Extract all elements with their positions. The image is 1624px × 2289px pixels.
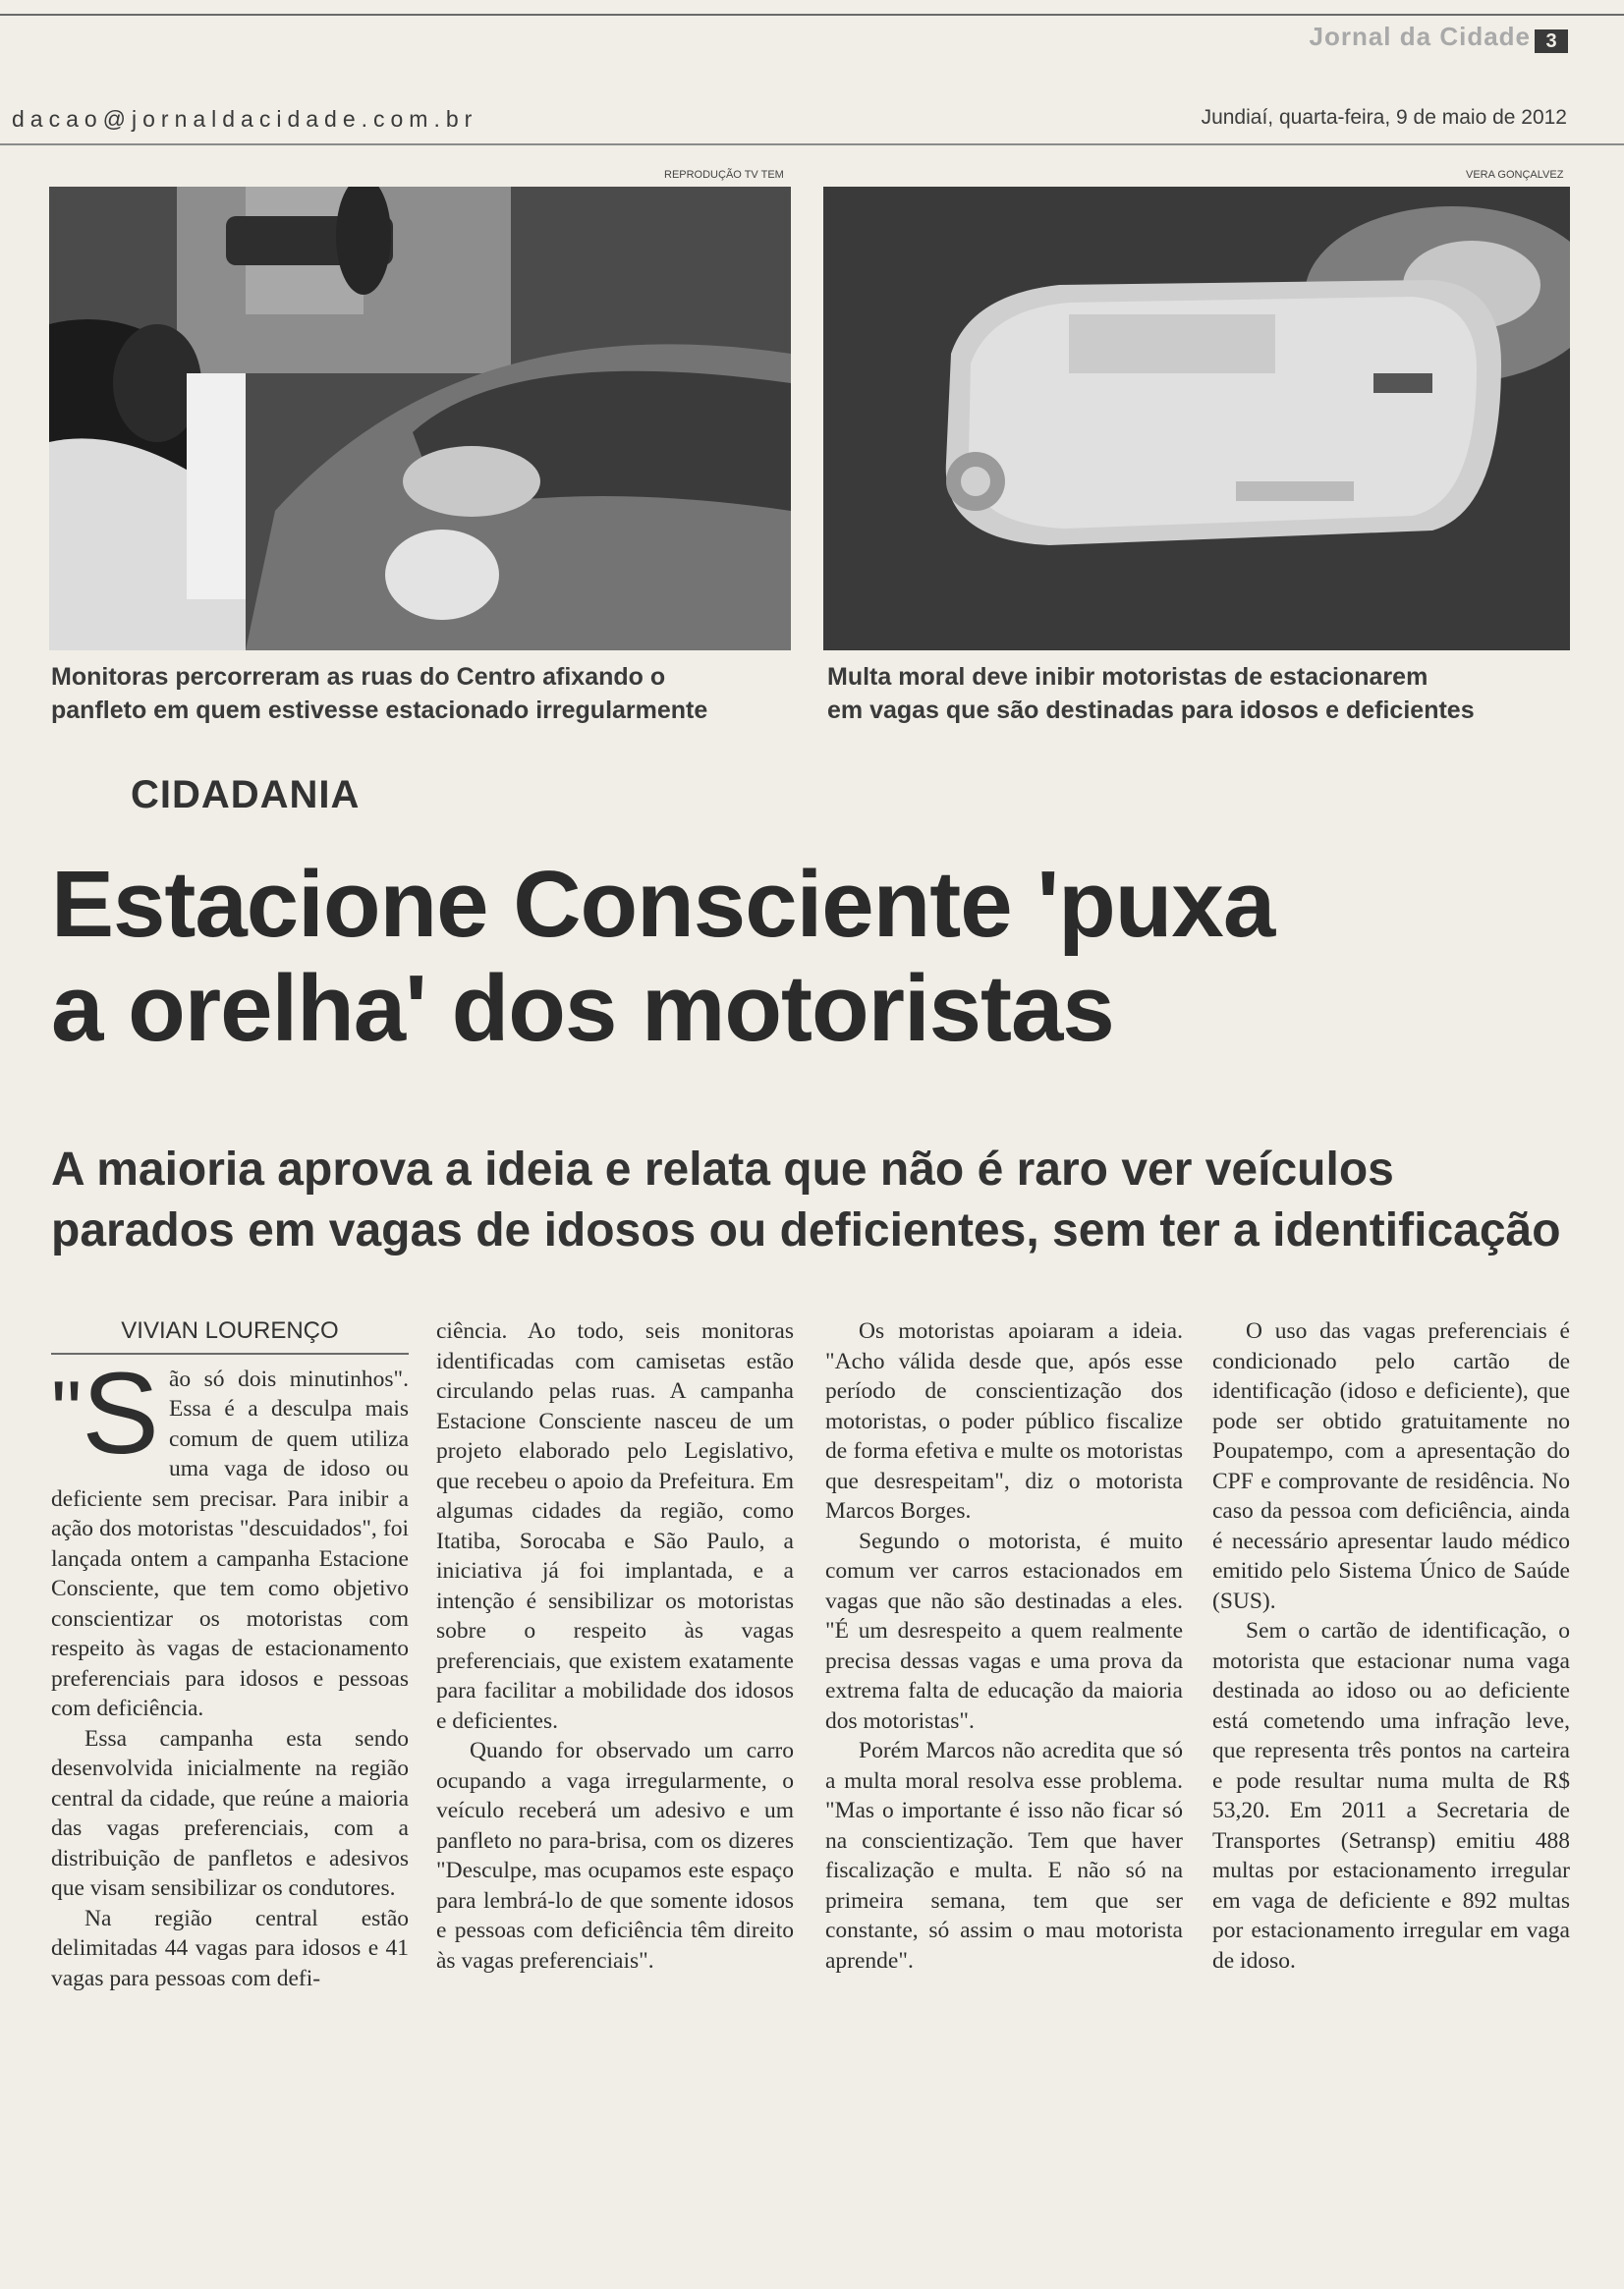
paragraph: Os motoristas apoiaram a ideia. "Acho válida desde que, após esse período de conscientização dos motoristas, o poder público fiscalize de forma efetiva e multe os motoristas que desrespeitam", diz o motorista Marcos Borges. xyxy=(825,1318,1183,1524)
photo-caption xyxy=(51,660,707,727)
paragraph: O uso das vagas preferenciais é condicionado pelo cartão de identificação (idoso e deficiente), que pode ser obtido gratuitamente no Poupatempo, com a apresentação do CPF e comprovante de residência. No caso da pessoa com deficiência, ainda é necessário apresentar laudo médico emitido pelo Sistema Único de Saúde (SUS). xyxy=(1212,1318,1570,1614)
paper-name: Jornal da Cidade xyxy=(1309,22,1531,51)
paragraph: Segundo o motorista, é muito comum ver carros estacionados em vagas que não são destinadas a eles. "É um desrespeito a quem realmente precisa dessas vagas e uma prova da extrema falta de educação da maioria dos motoristas". xyxy=(825,1528,1183,1734)
paragraph: Quando for observado um carro ocupando a vaga irregularmente, o veículo receberá um adesivo e um panfleto no para-brisa, com os dizeres "Desculpe, mas ocupamos este espaço para lembrá-lo de que somente idosos e pessoas com deficiência têm direito às vagas preferenciais". xyxy=(436,1738,794,1974)
paragraph: Na região central estão delimitadas 44 vagas para idosos e 41 vagas para pessoas com defi- xyxy=(51,1905,409,1991)
subheadline xyxy=(51,1140,1584,1261)
caption-line: Monitoras percorreram as ruas do Centro afixando o xyxy=(51,663,666,691)
subheadline-line: A maioria aprova a ideia e relata que não é raro ver veículos xyxy=(51,1144,1394,1196)
paragraph: ciência. Ao todo, seis monitoras identificadas com camisetas estão circulando pelas ruas. A campanha Estacione Consciente nasceu de um projeto elaborado pelo Legislativo, que recebeu o apoio da Prefeitura. Em algumas cidades da região, como Itatiba, Sorocaba e São Paulo, a iniciativa já foi implantada, e a intenção é sensibilizar os motoristas sobre o respeito às vagas preferenciais, que existem exatamente para facilitar a mobilidade dos idosos e deficientes. xyxy=(436,1318,794,1734)
top-rule xyxy=(0,14,1624,16)
headline-line: a orelha' dos motoristas xyxy=(51,956,1114,1061)
page-number: 3 xyxy=(1535,29,1568,53)
caption-line: panfleto em quem estivesse estacionado irregularmente xyxy=(51,697,708,724)
photo-caption xyxy=(827,660,1475,727)
header-rule xyxy=(0,143,1624,145)
drop-letter: S xyxy=(82,1348,159,1479)
paragraph: Sem o cartão de identificação, o motorista que estacionar numa vaga destinada ao idoso ou ao deficiente está cometendo uma infração leve, que representa três pontos na carteira e pode resultar numa multa de R$ 53,20. Em 2011 a Secretaria de Transportes (Setransp) emitiu 488 multas por estacionamento irregular em vaga de deficiente e 892 multas por estacionamento irregular em vaga de idoso. xyxy=(1212,1618,1570,1974)
email-address: dacao@jornaldacidade.com.br xyxy=(12,106,478,132)
subheadline-line: parados em vagas de idosos ou deficientes, sem ter a identificação xyxy=(51,1204,1561,1256)
photo-windshield-flyer xyxy=(823,187,1570,650)
photo-credit: VERA GONÇALVEZ xyxy=(1466,169,1564,181)
paragraph: ão só dois minutinhos". Essa é a desculpa mais comum de quem utiliza uma vaga de idoso ou deficiente sem precisar. Para inibir a ação dos motoristas "descuidados", foi lançada ontem a campanha Estacione Consciente, que tem como objetivo conscientizar os motoristas com respeito às vagas de estacionamento preferenciais para idosos e pessoas com deficiência. xyxy=(51,1366,409,1721)
dateline: Jundiaí, quarta-feira, 9 de maio de 2012 xyxy=(1201,106,1567,129)
caption-line: Multa moral deve inibir motoristas de estacionarem xyxy=(827,663,1428,691)
photo-credit: REPRODUÇÃO TV TEM xyxy=(664,169,784,181)
headline-line: Estacione Consciente 'puxa xyxy=(51,852,1275,957)
section-label: CIDADANIA xyxy=(131,773,361,816)
byline: VIVIAN LOURENÇO xyxy=(51,1316,409,1355)
paragraph: Porém Marcos não acredita que só a multa moral resolva esse problema. "Mas o importante é isso não ficar só na conscientização. Tem que haver fiscalização e multa. E não só na primeira semana, tem que ser constante, só assim o mau motorista aprende". xyxy=(825,1738,1183,1974)
dropcap-paragraph xyxy=(51,1348,409,1724)
article-column-1 xyxy=(51,1316,409,1993)
caption-line: em vagas que são destinadas para idosos e deficientes xyxy=(827,697,1475,724)
paragraph: Essa campanha esta sendo desenvolvida inicialmente na região central da cidade, que reúne a maioria das vagas preferenciais, com a distribuição de panfletos e adesivos que visam sensibilizar os condutores. xyxy=(51,1725,409,1901)
drop-cap xyxy=(51,1348,159,1479)
article-column-3 xyxy=(825,1316,1183,1976)
headline xyxy=(51,853,1584,1061)
opening-quote: " xyxy=(51,1362,83,1460)
photo-monitor-with-car xyxy=(49,187,791,650)
article-column-2 xyxy=(436,1316,794,1976)
article-column-4 xyxy=(1212,1316,1570,1976)
